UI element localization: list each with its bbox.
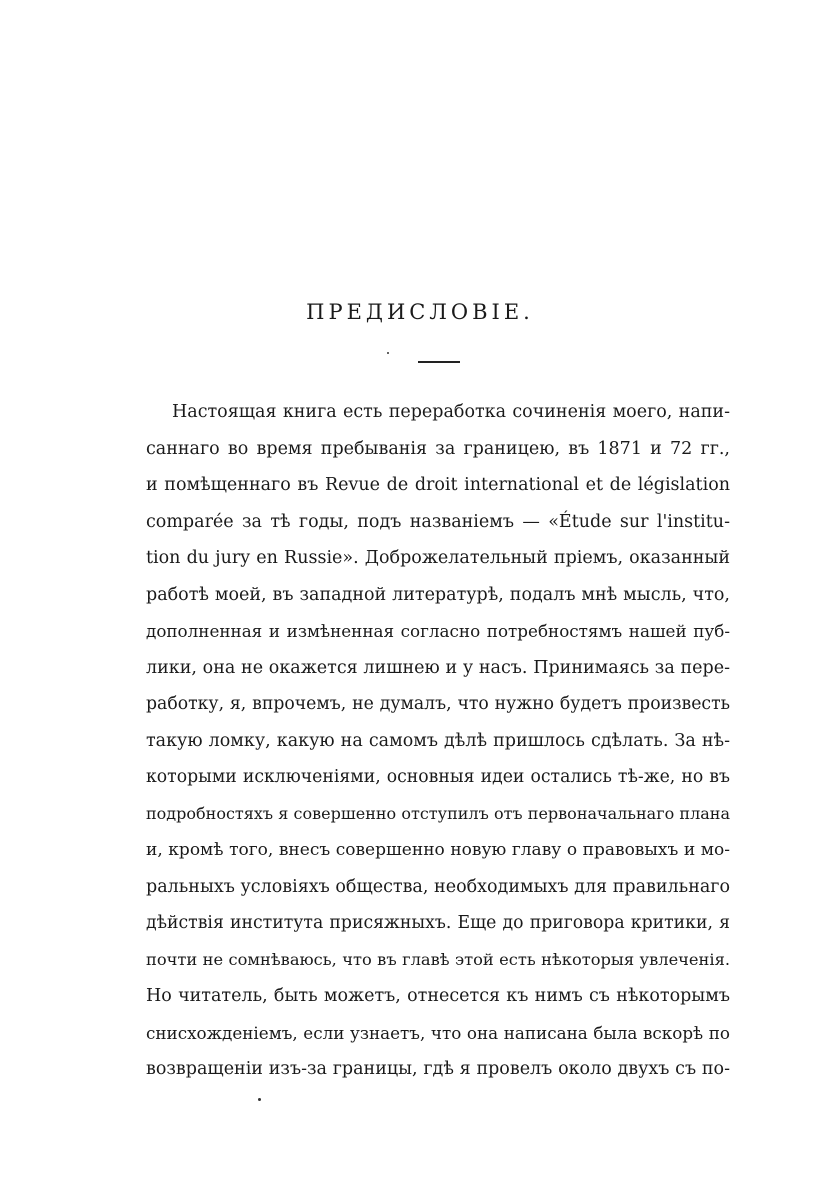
text-line: и помѣщеннаго въ Revue de droit international et de législation: [146, 475, 730, 495]
text-line: лики, она не окажется лишнею и у насъ. Принимаясь за пере-: [146, 657, 730, 678]
text-line: Но читатель, быть можетъ, отнесется къ нимъ съ нѣкоторымъ: [146, 986, 730, 1006]
text-line: ральныхъ условіяхъ общества, необходимыхъ для правильнаго: [146, 876, 730, 897]
page-title: ПРЕДИСЛОВІЕ.: [306, 300, 534, 324]
text-line: подробностяхъ я совершенно отступилъ отъ первоначальнаго плана: [146, 803, 730, 823]
text-line: работку, я, впрочемъ, не думалъ, что нужно будетъ произвесть: [146, 694, 730, 714]
preface-text: [146, 394, 730, 1088]
text-line: работѣ моей, въ западной литературѣ, подалъ мнѣ мысль, что,: [146, 584, 730, 605]
text-line: дополненная и измѣненная согласно потребностямъ нашей пуб-: [146, 621, 730, 641]
print-speck: [258, 1098, 261, 1101]
text-line: и, кромѣ того, внесъ совершенно новую главу о правовыхъ и мо-: [146, 840, 730, 860]
text-line: дѣйствія института присяжныхъ. Еще до приговора критики, я: [146, 913, 730, 933]
text-line: почти не сомнѣваюсь, что въ главѣ этой есть нѣкоторыя увлеченія.: [146, 949, 730, 969]
title-rule: [418, 361, 460, 363]
text-line: comparée за тѣ годы, подъ названіемъ — «Étude sur l'institu-: [146, 511, 730, 532]
print-speck: [387, 352, 389, 354]
text-line: которыми исключеніями, основныя идеи остались тѣ-же, но въ: [146, 767, 730, 787]
text-line: снисхожденіемъ, если узнаетъ, что она написана была вскорѣ по: [146, 1022, 730, 1043]
text-line: tion du jury en Russie». Доброжелательный пріемъ, оказанный: [146, 548, 730, 568]
text-line: такую ломку, какую на самомъ дѣлѣ пришлось сдѣлать. За нѣ-: [146, 730, 730, 751]
text-line: саннаго во время пребыванія за границею, въ 1871 и 72 гг.,: [146, 438, 730, 459]
text-line: возвращеніи изъ-за границы, гдѣ я провелъ около двухъ съ по-: [146, 1059, 730, 1079]
text-line: Настоящая книга есть переработка сочиненія моего, напи-: [172, 402, 730, 422]
